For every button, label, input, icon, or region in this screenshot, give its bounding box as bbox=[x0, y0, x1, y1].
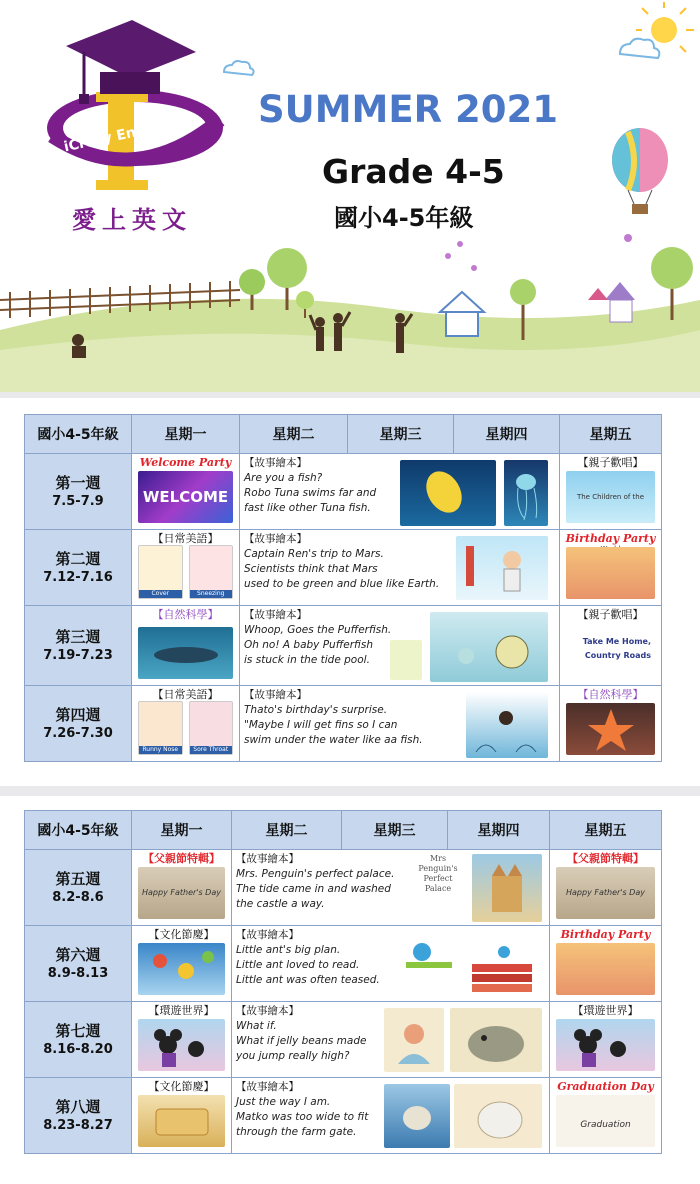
week-dates: 8.9-8.13 bbox=[47, 965, 109, 981]
vocab-card bbox=[138, 701, 183, 755]
week-cell bbox=[25, 454, 132, 530]
column-header: 國小4-5年級 bbox=[25, 415, 132, 454]
activity-tag: 【環遊世界】 bbox=[148, 1004, 215, 1017]
monday-cell bbox=[132, 926, 232, 1002]
book-cover-image bbox=[400, 934, 456, 974]
story-line: "Maybe I will get fins so I can bbox=[244, 719, 398, 731]
book-cover-image bbox=[466, 692, 548, 758]
story-line: swim under the water like aa fish. bbox=[244, 734, 423, 746]
page-title: SUMMER 2021 bbox=[258, 88, 558, 131]
fathers-day-image: Happy Father's Day bbox=[138, 867, 225, 919]
table-row bbox=[25, 686, 662, 762]
monday-cell bbox=[132, 850, 232, 926]
logo-text: iCrazy English bbox=[62, 116, 175, 156]
story-line: Little ant was often teased. bbox=[236, 974, 380, 986]
vocab-card bbox=[189, 701, 234, 755]
monday-cell bbox=[132, 686, 240, 762]
balloon-festival-image bbox=[138, 943, 225, 995]
column-header: 星期五 bbox=[550, 811, 662, 850]
week-cell bbox=[25, 606, 132, 686]
song-image: Take Me Home, Country Roads bbox=[566, 627, 655, 679]
table-header-row bbox=[25, 811, 662, 850]
story-line: used to be green and blue like Earth. bbox=[244, 578, 440, 590]
book-cover-image: Mrs Penguin's Perfect Palace bbox=[410, 854, 466, 922]
friday-cell bbox=[550, 1002, 662, 1078]
column-header: 星期二 bbox=[240, 415, 348, 454]
story-tag: 【故事繪本】 bbox=[244, 457, 307, 469]
book-cover-image bbox=[430, 612, 548, 682]
table-row bbox=[25, 850, 662, 926]
story-tag: 【故事繪本】 bbox=[236, 1081, 299, 1093]
vocab-card-label: Sore Throat bbox=[190, 746, 233, 754]
story-cell bbox=[240, 530, 560, 606]
logo-chinese-name: 愛上英文 bbox=[72, 206, 192, 234]
week-cell bbox=[25, 686, 132, 762]
story-cell bbox=[240, 454, 560, 530]
mickey-travel-image bbox=[138, 1019, 225, 1071]
story-line: Just the way I am. bbox=[236, 1096, 331, 1108]
vocab-card bbox=[189, 545, 234, 599]
story-line: fast like other Tuna fish. bbox=[244, 502, 371, 514]
sun-icon bbox=[651, 17, 677, 43]
story-line: What if jelly beans made bbox=[236, 1035, 367, 1047]
story-line: is stuck in the tide pool. bbox=[244, 654, 370, 666]
cloud-icon bbox=[224, 39, 659, 75]
week-label: 第一週 bbox=[55, 473, 101, 492]
fathers-day-image: Happy Father's Day bbox=[556, 867, 655, 919]
week-dates: 8.16-8.20 bbox=[43, 1041, 113, 1057]
story-line: Robo Tuna swims far and bbox=[244, 487, 377, 499]
friday-cell bbox=[560, 454, 662, 530]
shark-image bbox=[138, 627, 233, 679]
column-header: 國小4-5年級 bbox=[25, 811, 132, 850]
activity-tag: 【父親節特輯】 bbox=[567, 852, 644, 865]
monday-cell bbox=[132, 606, 240, 686]
book-cover-image bbox=[454, 1084, 542, 1148]
monday-cell bbox=[132, 1002, 232, 1078]
week-dates: 7.19-7.23 bbox=[43, 647, 113, 663]
table-row bbox=[25, 454, 662, 530]
friday-cell bbox=[550, 850, 662, 926]
week-cell bbox=[25, 926, 132, 1002]
hot-air-balloon-icon bbox=[612, 128, 668, 214]
column-header: 星期三 bbox=[342, 811, 448, 850]
table-row bbox=[25, 926, 662, 1002]
story-cell bbox=[240, 606, 560, 686]
activity-tag: 【文化節慶】 bbox=[148, 1080, 215, 1093]
activity-tag: 【父親節特輯】 bbox=[143, 852, 220, 865]
week-label: 第五週 bbox=[55, 869, 101, 888]
friday-cell bbox=[560, 530, 662, 606]
week-dates: 7.12-7.16 bbox=[43, 569, 113, 585]
schedule-table bbox=[24, 414, 662, 762]
graduation-image: Graduation bbox=[556, 1095, 655, 1147]
story-line: the castle a way. bbox=[236, 898, 325, 910]
grade-title: Grade 4-5 bbox=[322, 152, 505, 191]
story-line: The tide came in and washed bbox=[236, 883, 391, 895]
activity-tag: Birthday Party bbox=[565, 532, 656, 545]
poster-header bbox=[0, 0, 700, 392]
activity-tag: 【日常美語】 bbox=[152, 532, 219, 545]
book-cover-image bbox=[390, 640, 422, 680]
story-cell bbox=[232, 1002, 550, 1078]
story-cell bbox=[232, 1078, 550, 1154]
week-dates: 7.5-7.9 bbox=[52, 493, 104, 509]
activity-tag: Graduation Day bbox=[557, 1080, 654, 1093]
week-label: 第七週 bbox=[55, 1021, 101, 1040]
birthday-image bbox=[556, 943, 655, 995]
activity-tag: 【自然科學】 bbox=[577, 688, 644, 701]
story-tag: 【故事繪本】 bbox=[236, 1005, 299, 1017]
book-cover-image bbox=[456, 536, 548, 600]
story-line: Whoop, Goes the Pufferfish. bbox=[244, 624, 392, 636]
story-line: Thato's birthday's surprise. bbox=[244, 704, 388, 716]
week-cell bbox=[25, 530, 132, 606]
story-line: Little ant loved to read. bbox=[236, 959, 360, 971]
book-cover-image bbox=[464, 934, 540, 998]
friday-cell bbox=[550, 926, 662, 1002]
week-cell bbox=[25, 1078, 132, 1154]
week-label: 第三週 bbox=[55, 627, 101, 646]
column-header: 星期二 bbox=[232, 811, 342, 850]
column-header: 星期一 bbox=[132, 811, 232, 850]
book-cover-image bbox=[400, 460, 496, 526]
story-tag: 【故事繪本】 bbox=[244, 689, 307, 701]
schedule-panel-july bbox=[0, 398, 700, 786]
story-line: Little ant's big plan. bbox=[236, 944, 341, 956]
book-cover-image bbox=[504, 460, 548, 526]
story-cell bbox=[232, 926, 550, 1002]
table-row bbox=[25, 1002, 662, 1078]
week-dates: 7.26-7.30 bbox=[43, 725, 113, 741]
song-image: The Children of the bbox=[566, 471, 655, 523]
book-cover-image bbox=[384, 1084, 450, 1148]
story-line: Oh no! A baby Pufferfish bbox=[244, 639, 373, 651]
vocab-card-label: Sneezing bbox=[190, 590, 233, 598]
activity-tag: 【自然科學】 bbox=[152, 608, 219, 621]
week-dates: 8.2-8.6 bbox=[52, 889, 104, 905]
header-illustration bbox=[0, 0, 700, 392]
story-cell bbox=[232, 850, 550, 926]
story-line: you jump really high? bbox=[236, 1050, 350, 1062]
table-row bbox=[25, 1078, 662, 1154]
monday-cell bbox=[132, 1078, 232, 1154]
story-line: What if. bbox=[236, 1020, 277, 1032]
book-cover-image bbox=[472, 854, 542, 922]
schedule-panel-august bbox=[0, 796, 700, 1184]
welcome-image: WELCOME bbox=[138, 471, 233, 523]
story-line: Captain Ren's trip to Mars. bbox=[244, 548, 384, 560]
festival-food-image bbox=[138, 1095, 225, 1147]
activity-tag: 【文化節慶】 bbox=[148, 928, 215, 941]
column-header: 星期三 bbox=[348, 415, 454, 454]
monday-cell bbox=[132, 454, 240, 530]
story-line: Mrs. Penguin's perfect palace. bbox=[236, 868, 395, 880]
activity-tag: Birthday Party bbox=[560, 928, 651, 941]
vocab-card-label: Cover bbox=[139, 590, 182, 598]
activity-tag: 【環遊世界】 bbox=[572, 1004, 639, 1017]
story-line: Are you a fish? bbox=[244, 472, 323, 484]
column-header: 星期四 bbox=[454, 415, 560, 454]
friday-cell bbox=[550, 1078, 662, 1154]
story-cell bbox=[240, 686, 560, 762]
column-header: 星期四 bbox=[448, 811, 550, 850]
vocabulary-cards bbox=[138, 545, 233, 599]
week-label: 第二週 bbox=[55, 549, 101, 568]
table-header-row bbox=[25, 415, 662, 454]
activity-tag: 【日常美語】 bbox=[152, 688, 219, 701]
column-header: 星期五 bbox=[560, 415, 662, 454]
week-label: 第八週 bbox=[55, 1097, 101, 1116]
week-cell bbox=[25, 1002, 132, 1078]
activity-tag: 【親子歡唱】 bbox=[577, 456, 644, 469]
story-tag: 【故事繪本】 bbox=[236, 929, 299, 941]
story-line: through the farm gate. bbox=[236, 1126, 357, 1138]
week-label: 第四週 bbox=[55, 705, 101, 724]
birthday-image bbox=[566, 547, 655, 599]
story-line: Matko was too wide to fit bbox=[236, 1111, 369, 1123]
vocab-card-label: Runny Nose bbox=[139, 746, 182, 754]
book-cover-image bbox=[450, 1008, 542, 1072]
friday-cell bbox=[560, 606, 662, 686]
vocab-card bbox=[138, 545, 183, 599]
activity-tag: 【親子歡唱】 bbox=[577, 608, 644, 621]
story-tag: 【故事繪本】 bbox=[236, 853, 299, 865]
monday-cell bbox=[132, 530, 240, 606]
activity-tag: Welcome Party bbox=[139, 456, 232, 469]
column-header: 星期一 bbox=[132, 415, 240, 454]
story-tag: 【故事繪本】 bbox=[244, 533, 307, 545]
vocabulary-cards bbox=[138, 701, 233, 755]
friday-cell bbox=[560, 686, 662, 762]
book-cover-image bbox=[384, 1008, 444, 1072]
week-cell bbox=[25, 850, 132, 926]
story-tag: 【故事繪本】 bbox=[244, 609, 307, 621]
starfish-image bbox=[566, 703, 655, 755]
grade-title-chinese: 國小4-5年級 bbox=[334, 204, 474, 232]
week-dates: 8.23-8.27 bbox=[43, 1117, 113, 1133]
table-row bbox=[25, 530, 662, 606]
mickey-travel-image bbox=[556, 1019, 655, 1071]
week-label: 第六週 bbox=[55, 945, 101, 964]
schedule-table bbox=[24, 810, 662, 1154]
table-row bbox=[25, 606, 662, 686]
story-line: Scientists think that Mars bbox=[244, 563, 378, 575]
